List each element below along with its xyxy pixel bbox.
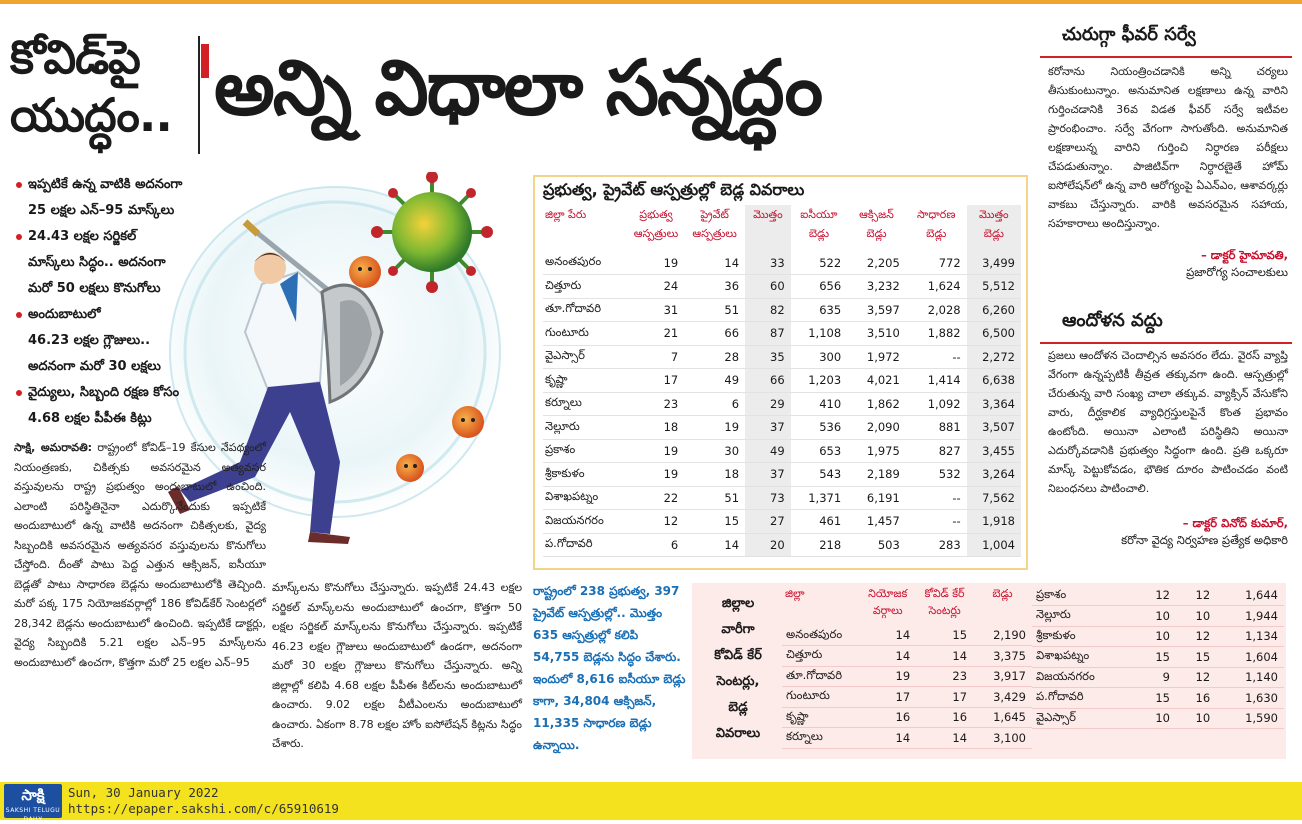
value-cell: 4,021	[847, 369, 906, 393]
value-cell: 10	[1176, 606, 1216, 627]
signature-name: – డాక్టర్‌ హైమావతి,	[1201, 248, 1288, 262]
value-cell: 30	[684, 439, 745, 463]
value-cell: 3,100	[973, 728, 1032, 749]
beds-table-title: ప్రభుత్వ, ప్రైవేట్‌ ఆస్పత్రుల్లో బెడ్ల వివరాలు	[543, 180, 805, 199]
signature-title: కరోనా వైద్య నిర్వహణ ప్రత్యేక అధికారి	[1121, 533, 1288, 547]
no-panic-heading: ఆందోళన వద్దు	[1062, 310, 1163, 331]
value-cell: 532	[906, 463, 967, 487]
value-cell: 6,500	[967, 322, 1021, 346]
value-cell: 1,972	[847, 345, 906, 369]
value-cell: 9	[1136, 667, 1176, 688]
value-cell: 17	[916, 687, 973, 708]
value-cell: 3,455	[967, 439, 1021, 463]
value-cell: 15	[916, 625, 973, 646]
bullet-item: ఇప్పటికే ఉన్న వాటికి అదనంగా	[14, 172, 234, 198]
district-cell: ప్రకాశం	[543, 439, 628, 463]
value-cell: 1,590	[1216, 708, 1284, 729]
no-panic-text: ప్రజలు ఆందోళన చెందాల్సిన అవసరం లేదు. వైరస్‌ వ్యాప్తి వేగంగా ఉన్నప్పటికీ తీవ్రత తక్కువగా ఉంది. ఆస్పత్రుల్లో చేరుతున్న వారి సంఖ్య చాలా తక్కువ. వ్యాక్సిన్‌ వేసుకోని వారు, దీర్ఘకాలిక వ్యాధిగ్రస్తులపైనే కొంత ప్రభావం ఉంటోంది. అయినా ఎలాంటి పరిస్థితిని అయినా ఎదుర్కోవడానికి ప్రభుత్వం సిద్ధంగా ఉంది. ప్రతి ఒక్కరూ మాస్క్‌ పెట్టుకోవడం, భౌతిక దూరం పాటించడం వంటి నిబంధనలు పాటించాలి.	[1048, 349, 1288, 495]
article-body-column-1	[14, 438, 266, 672]
fever-survey-heading: చురుగ్గా ఫీవర్‌ సర్వే	[1062, 24, 1196, 45]
value-cell: 6,191	[847, 486, 906, 510]
logo-subtext: SAKSHI TELUGU DAILY	[5, 807, 61, 823]
value-cell: 14	[859, 646, 916, 667]
value-cell: 3,375	[973, 646, 1032, 667]
value-cell: 1,371	[791, 486, 847, 510]
value-cell: 772	[906, 251, 967, 275]
table-row	[782, 625, 1032, 646]
value-cell: 12	[1176, 667, 1216, 688]
value-cell: 1,092	[906, 392, 967, 416]
district-cell: కర్నూలు	[543, 392, 628, 416]
hospital-beds-table	[543, 205, 1021, 557]
value-cell: 3,917	[973, 666, 1032, 687]
value-cell: 12	[1136, 585, 1176, 606]
value-cell: 881	[906, 416, 967, 440]
value-cell: 31	[628, 298, 684, 322]
bullet-item-cont: 46.23 లక్షల గ్లౌజులు..	[28, 333, 151, 348]
value-cell: 49	[745, 439, 791, 463]
value-cell: 49	[684, 369, 745, 393]
bullet-item-cont: మరో 50 లక్షలు కొనుగోలు	[28, 281, 161, 296]
value-cell: 22	[628, 486, 684, 510]
value-cell: 1,944	[1216, 606, 1284, 627]
district-cell: కర్నూలు	[782, 728, 859, 749]
value-cell: 17	[628, 369, 684, 393]
value-cell: 24	[628, 275, 684, 299]
district-cell: ప.గోదావరి	[543, 533, 628, 557]
district-cell: గుంటూరు	[543, 322, 628, 346]
district-cell: అనంతపురం	[782, 625, 859, 646]
value-cell: 1,140	[1216, 667, 1284, 688]
table-row	[1032, 647, 1284, 668]
table-row	[1032, 688, 1284, 709]
table-row	[543, 533, 1021, 557]
value-cell: 37	[745, 416, 791, 440]
value-cell: 1,630	[1216, 688, 1284, 709]
value-cell: 1,108	[791, 322, 847, 346]
table-row	[543, 392, 1021, 416]
col-header: ఆక్సిజన్‌ బెడ్లు	[859, 208, 894, 240]
value-cell: 10	[1136, 626, 1176, 647]
value-cell: 60	[745, 275, 791, 299]
value-cell: 410	[791, 392, 847, 416]
value-cell: 35	[745, 345, 791, 369]
table-row	[782, 728, 1032, 749]
value-cell: 16	[1176, 688, 1216, 709]
value-cell: 16	[859, 707, 916, 728]
label-line: కోవిడ్‌ కేర్‌	[714, 648, 762, 663]
value-cell: 3,507	[967, 416, 1021, 440]
value-cell: 1,203	[791, 369, 847, 393]
district-cell: తూ.గోదావరి	[543, 298, 628, 322]
value-cell: 10	[1136, 708, 1176, 729]
bullet-item: వైద్యులు, సిబ్బంది రక్షణ కోసం	[14, 380, 234, 406]
value-cell: 51	[684, 298, 745, 322]
value-cell: 18	[628, 416, 684, 440]
value-cell: 14	[916, 728, 973, 749]
table-row	[782, 646, 1032, 667]
value-cell: 14	[859, 728, 916, 749]
value-cell: 19	[859, 666, 916, 687]
signature-name: – డాక్టర్‌ వినోద్‌ కుమార్‌,	[1182, 516, 1288, 530]
col-header: కోవిడ్‌ కేర్‌ సెంటర్లు	[924, 587, 965, 617]
kicker-divider	[198, 36, 200, 154]
value-cell: 12	[1176, 626, 1216, 647]
district-cell: శ్రీకాకుళం	[1032, 626, 1136, 647]
value-cell: 14	[684, 251, 745, 275]
district-cell: ప్రకాశం	[1032, 585, 1136, 606]
value-cell: 7	[628, 345, 684, 369]
table-row	[1032, 708, 1284, 729]
value-cell: 218	[791, 533, 847, 557]
value-cell: 15	[1136, 688, 1176, 709]
value-cell: 3,364	[967, 392, 1021, 416]
col-header: సాధారణ బెడ్లు	[917, 208, 956, 240]
value-cell: 2,272	[967, 345, 1021, 369]
value-cell: 15	[1176, 647, 1216, 668]
value-cell: --	[906, 486, 967, 510]
col-header: జిల్లా పేరు	[545, 208, 587, 221]
value-cell: 3,232	[847, 275, 906, 299]
table-row	[782, 707, 1032, 728]
district-cell: విజయనగరం	[543, 510, 628, 534]
value-cell: 37	[745, 463, 791, 487]
label-line: జిల్లాల	[721, 596, 755, 611]
value-cell: 2,028	[906, 298, 967, 322]
value-cell: 3,429	[973, 687, 1032, 708]
value-cell: 1,918	[967, 510, 1021, 534]
value-cell: 827	[906, 439, 967, 463]
value-cell: 6,638	[967, 369, 1021, 393]
value-cell: 300	[791, 345, 847, 369]
value-cell: 1,457	[847, 510, 906, 534]
article-dateline: సాక్షి, అమరావతి:	[14, 441, 93, 454]
district-cell: వైఎస్సార్‌	[543, 345, 628, 369]
district-cell: తూ.గోదావరి	[782, 666, 859, 687]
value-cell: 12	[628, 510, 684, 534]
sakshi-logo[interactable]	[4, 784, 62, 823]
col-header: జిల్లా	[785, 587, 805, 600]
value-cell: 12	[1176, 585, 1216, 606]
value-cell: 6,260	[967, 298, 1021, 322]
value-cell: 3,499	[967, 251, 1021, 275]
footer-url[interactable]: https://epaper.sakshi.com/c/65910619	[68, 801, 339, 816]
value-cell: 21	[628, 322, 684, 346]
no-panic-rule	[1040, 342, 1292, 344]
value-cell: 66	[684, 322, 745, 346]
footer-bar	[0, 782, 1302, 823]
fever-survey-signature	[1048, 248, 1288, 282]
district-cell: కృష్ణా	[782, 707, 859, 728]
col-header: బెడ్లు	[992, 587, 1013, 600]
covid-care-table-right	[1032, 585, 1284, 729]
value-cell: 14	[859, 625, 916, 646]
footer-meta	[68, 785, 339, 817]
district-cell: గుంటూరు	[782, 687, 859, 708]
table-row	[1032, 585, 1284, 606]
kicker-line-1: కోవిడ్‌పై	[10, 30, 140, 84]
fever-survey-rule	[1040, 56, 1292, 58]
value-cell: 87	[745, 322, 791, 346]
value-cell: 656	[791, 275, 847, 299]
hospital-beds-table-box	[533, 175, 1028, 570]
value-cell: 1,414	[906, 369, 967, 393]
value-cell: 2,090	[847, 416, 906, 440]
district-cell: శ్రీకాకుళం	[543, 463, 628, 487]
value-cell: 82	[745, 298, 791, 322]
value-cell: 283	[906, 533, 967, 557]
value-cell: 1,975	[847, 439, 906, 463]
label-line: వివరాలు	[715, 726, 761, 741]
value-cell: --	[906, 510, 967, 534]
table-row	[543, 322, 1021, 346]
value-cell: 2,190	[973, 625, 1032, 646]
article-body-column-2: మాస్క్‌లను కొనుగోలు చేస్తున్నారు. ఇప్పటికే 24.43 లక్షల సర్జికల్‌ మాస్క్‌లను అందుబాటులో ఉంచగా, కొత్తగా 50 లక్షల సర్జికల్‌ మాస్క్‌లను కొనుగోలు చేస్తున్నారు. ఇప్పటికే 46.23 లక్షల గ్లౌజులు అందుబాటులో ఉండగా, అదనంగా మరో 30 లక్షల గ్లౌజులు కొనుగోలు చేస్తున్నారు. అన్ని జిల్లాల్లో కలిపి 4.68 లక్షల పీపీఈ కిట్‌లను అందుబాటులో ఉంచారు. 9.02 లక్షల వీటీఎంలను అందుబాటులో ఉంచారు. ఏకంగా 8.78 లక్షల హోం ఐసోలేషన్‌ కిట్లను సిద్ధం చేశారు.	[272, 581, 522, 750]
district-cell: చిత్తూరు	[782, 646, 859, 667]
table-row	[543, 510, 1021, 534]
table-row	[543, 275, 1021, 299]
value-cell: 1,645	[973, 707, 1032, 728]
covid-care-label	[698, 591, 778, 747]
value-cell: 17	[859, 687, 916, 708]
logo-text: సాక్షి	[21, 786, 45, 804]
value-cell: 19	[684, 416, 745, 440]
district-cell: వైఎస్సార్‌	[1032, 708, 1136, 729]
col-header: మొత్తం	[745, 205, 791, 251]
value-cell: 1,624	[906, 275, 967, 299]
value-cell: 635	[791, 298, 847, 322]
col-header: మొత్తం బెడ్లు	[967, 205, 1021, 251]
top-color-band	[0, 0, 1302, 4]
value-cell: 503	[847, 533, 906, 557]
col-header: ఐసీయూ బెడ్లు	[800, 208, 838, 240]
bullet-item: 24.43 లక్షల సర్జికల్‌	[14, 224, 234, 250]
bullet-item-cont: మాస్క్‌లు సిద్ధం.. అదనంగా	[28, 255, 166, 270]
value-cell: 653	[791, 439, 847, 463]
covid-care-table-left	[782, 585, 1032, 749]
district-cell: కృష్ణా	[543, 369, 628, 393]
table-row	[782, 687, 1032, 708]
district-cell: విశాఖపట్నం	[543, 486, 628, 510]
district-cell: విశాఖపట్నం	[1032, 647, 1136, 668]
value-cell: 29	[745, 392, 791, 416]
bed-summary-text: రాష్ట్రంలో 238 ప్రభుత్వ, 397 ప్రైవేట్‌ ఆస్పత్రుల్లో.. మొత్తం 635 ఆస్పత్రుల్లో కలిపి 54,755 బెడ్లను సిద్ధం చేశారు. ఇందులో 8,616 ఐసీయూ బెడ్లు కాగా, 34,804 ఆక్సిజన్‌, 11,335 సాధారణ బెడ్లు ఉన్నాయి.	[533, 584, 686, 752]
bullet-item-cont: అదనంగా మరో 30 లక్షలు	[28, 359, 161, 374]
value-cell: 7,562	[967, 486, 1021, 510]
footer-date: Sun, 30 January 2022	[68, 785, 219, 800]
table-row	[543, 345, 1021, 369]
no-panic-signature	[1048, 516, 1288, 550]
value-cell: 19	[628, 251, 684, 275]
table-row	[782, 666, 1032, 687]
district-cell: అనంతపురం	[543, 251, 628, 275]
value-cell: 20	[745, 533, 791, 557]
table-row	[1032, 667, 1284, 688]
bullet-item: అందుబాటులో	[14, 302, 234, 328]
value-cell: 16	[916, 707, 973, 728]
table-row	[543, 486, 1021, 510]
fever-survey-text: కరోనాను నియంత్రించడానికి అన్ని చర్యలు తీసుకుంటున్నాం. అనుమానిత లక్షణాలు ఉన్న వారిని గుర్తించడానికి 36వ విడత ఫీవర్‌ సర్వే ఇటీవల ప్రారంభించాం. సర్వే వేగంగా సాగుతోంది. అనుమానిత లక్షణాలున్న వారిని గుర్తించి నిర్ధారణ పరీక్షలు చేపడుతున్నాం. పాజిటివ్‌గా నిర్ధారణైతే హోమ్‌ ఐసోలేషన్‌లో ఉన్న వారి ఆరోగ్యంపై ఏఎన్‌ఎం, ఆశావర్కర్లు వాకబు చేస్తున్నారు. వారికి అవసరమైన సహాయ, సహకారాలు అందిస్తున్నాం.	[1048, 65, 1288, 230]
headline-red-mark	[201, 44, 209, 78]
highlight-bullets	[14, 172, 234, 432]
value-cell: 536	[791, 416, 847, 440]
value-cell: 28	[684, 345, 745, 369]
table-row	[543, 439, 1021, 463]
value-cell: 23	[916, 666, 973, 687]
kicker	[10, 28, 195, 144]
value-cell: 543	[791, 463, 847, 487]
value-cell: 1,604	[1216, 647, 1284, 668]
value-cell: --	[906, 345, 967, 369]
value-cell: 1,004	[967, 533, 1021, 557]
value-cell: 3,264	[967, 463, 1021, 487]
value-cell: 6	[684, 392, 745, 416]
value-cell: 1,882	[906, 322, 967, 346]
value-cell: 522	[791, 251, 847, 275]
district-cell: నెల్లూరు	[543, 416, 628, 440]
col-header: నియోజక వర్గాలు	[868, 587, 908, 617]
kicker-line-2: యుద్ధం..	[10, 88, 172, 142]
value-cell: 66	[745, 369, 791, 393]
value-cell: 3,597	[847, 298, 906, 322]
label-line: సెంటర్లు,	[716, 674, 760, 689]
label-line: వారీగా	[721, 622, 755, 637]
beds-table-header	[543, 205, 1021, 251]
table-row	[543, 369, 1021, 393]
district-cell: చిత్తూరు	[543, 275, 628, 299]
value-cell: 73	[745, 486, 791, 510]
value-cell: 27	[745, 510, 791, 534]
col-header: ప్రభుత్వ ఆస్పత్రులు	[633, 208, 679, 240]
bullet-item-cont: 25 లక్షల ఎన్‌–95 మాస్క్‌లు	[28, 203, 175, 218]
value-cell: 1,134	[1216, 626, 1284, 647]
value-cell: 6	[628, 533, 684, 557]
table-row	[543, 251, 1021, 275]
bullet-item-cont: 4.68 లక్షల పీపీఈ కిట్లు	[28, 411, 152, 426]
district-cell: ప.గోదావరి	[1032, 688, 1136, 709]
value-cell: 2,205	[847, 251, 906, 275]
value-cell: 14	[916, 646, 973, 667]
table-row	[1032, 606, 1284, 627]
value-cell: 15	[1136, 647, 1176, 668]
table-row	[543, 416, 1021, 440]
value-cell: 14	[684, 533, 745, 557]
table-row	[543, 463, 1021, 487]
value-cell: 15	[684, 510, 745, 534]
value-cell: 1,644	[1216, 585, 1284, 606]
table-row	[1032, 626, 1284, 647]
article-text-1: రాష్ట్రంలో కోవిడ్‌–19 కేసుల నేపథ్యంలో నియంత్రణకు, చికిత్సకు అవసరమైన అత్యవసర వస్తువులను రాష్ట్ర ప్రభుత్వం అందుబాటులో ఉంచింది. ఎలాంటి పరిస్థితినైనా ఎదుర్కొనేందుకు ఇప్పటికే అందుబాటులో ఉన్న వాటికి అదనంగా చికిత్సలకు, వైద్య సిబ్బందికి అవసరమైన అత్యవసర వస్తువులను కొనుగోలు చేస్తోంది. దీంతో పాటు పెద్ద ఎత్తున ఆక్సిజన్‌, ఐసీయూ బెడ్లతో పాటు సాధారణ బెడ్లను అందుబాటులోకి తెచ్చింది. మరో పక్క 175 నియోజకవర్గాల్లో 186 కోవిడ్‌కేర్‌ సెంటర్లలో 28,342 బెడ్లను అందుబాటులో ఉంచింది. ఇప్పటికే డాక్టర్లు, వైద్య సిబ్బందికి 5.21 లక్షల ఎన్‌–95 మాస్క్‌లను అందుబాటులో ఉంచగా, కొత్తగా మరో 25 లక్షల ఎన్‌–95	[14, 441, 266, 669]
value-cell: 5,512	[967, 275, 1021, 299]
district-cell: నెల్లూరు	[1032, 606, 1136, 627]
col-header: ప్రైవేట్‌ ఆస్పత్రులు	[692, 208, 737, 240]
value-cell: 19	[628, 463, 684, 487]
signature-title: ప్రజారోగ్య సంచాలకులు	[1186, 265, 1288, 279]
headline: అన్ని విధాలా సన్నద్ధం	[214, 43, 822, 132]
cc-table-header	[782, 585, 1032, 625]
district-cell: విజయనగరం	[1032, 667, 1136, 688]
value-cell: 1,862	[847, 392, 906, 416]
label-line: బెడ్ల	[728, 700, 748, 715]
value-cell: 33	[745, 251, 791, 275]
table-row	[543, 298, 1021, 322]
value-cell: 461	[791, 510, 847, 534]
value-cell: 3,510	[847, 322, 906, 346]
covid-care-centres-box	[692, 583, 1286, 759]
value-cell: 2,189	[847, 463, 906, 487]
value-cell: 36	[684, 275, 745, 299]
value-cell: 10	[1136, 606, 1176, 627]
value-cell: 10	[1176, 708, 1216, 729]
value-cell: 51	[684, 486, 745, 510]
value-cell: 19	[628, 439, 684, 463]
value-cell: 18	[684, 463, 745, 487]
value-cell: 23	[628, 392, 684, 416]
